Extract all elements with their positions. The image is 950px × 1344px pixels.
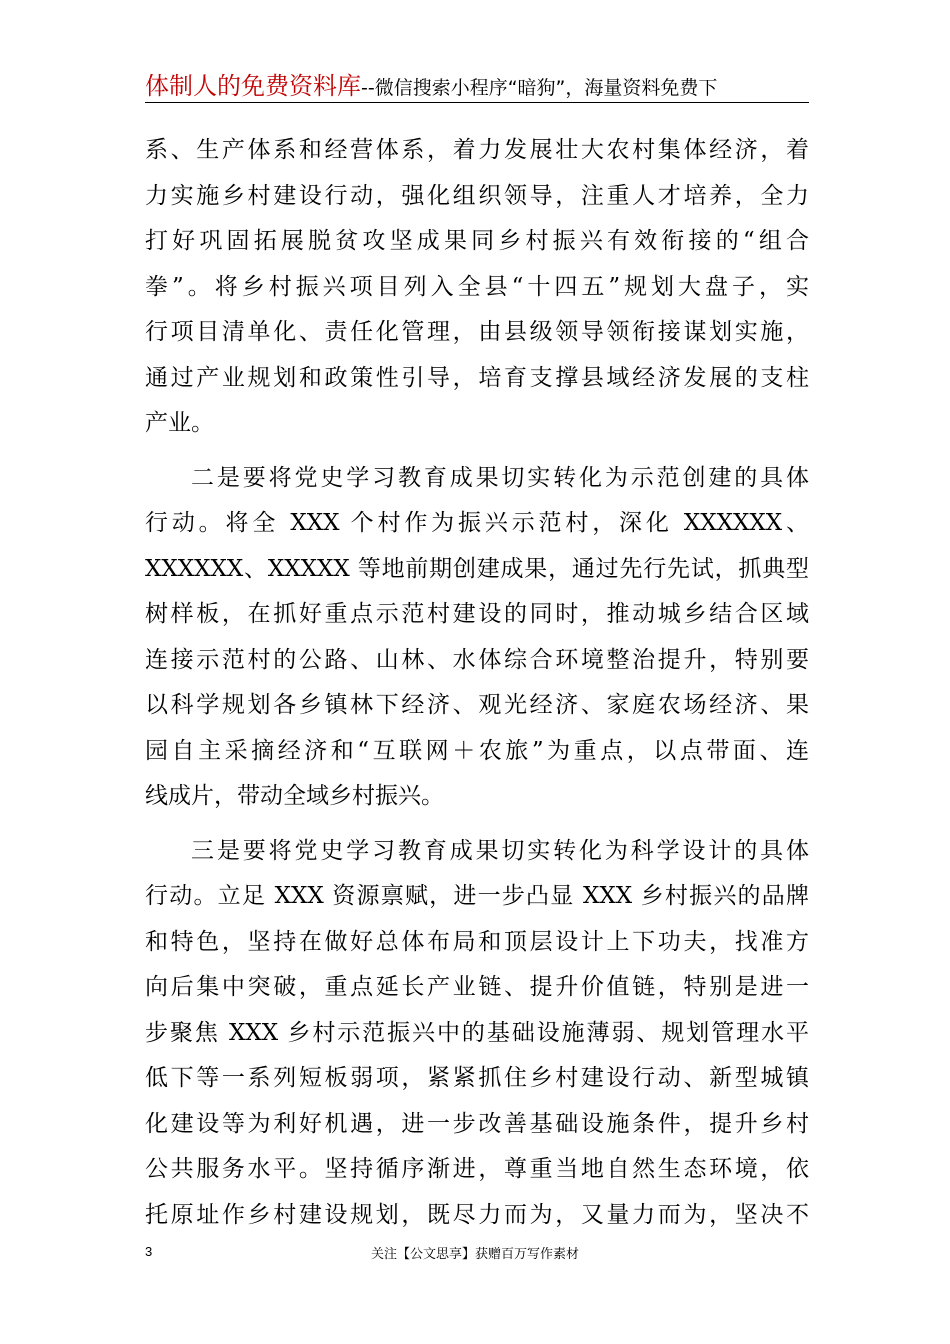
page-header <box>145 70 809 103</box>
text-line: 托原址作乡村建设规划，既尽力而为，又量力而为，坚决不 <box>145 1201 809 1228</box>
text-line: 力实施乡村建设行动，强化组织领导，注重人才培养，全力 <box>145 182 809 209</box>
text-line: 打好巩固拓展脱贫攻坚成果同乡村振兴有效衔接的“组合 <box>145 228 809 254</box>
text-line: 系、生产体系和经营体系，着力发展壮大农村集体经济，着 <box>145 137 809 163</box>
text-line: 通过产业规划和政策性引导，培育支撑县域经济发展的支柱 <box>145 364 809 391</box>
text-line: 产业。 <box>145 410 214 436</box>
text-line: XXXXXX、XXXXX 等地前期创建成果，通过先行先试，抓典型 <box>145 555 809 582</box>
text-line: 园自主采摘经济和“互联网＋农旅”为重点，以点带面、连 <box>145 737 809 764</box>
text-line: 和特色，坚持在做好总体布局和顶层设计上下功夫，找准方 <box>145 928 809 955</box>
text-line: 二是要将党史学习教育成果切实转化为示范创建的具体 <box>191 464 809 491</box>
text-line: 树样板，在抓好重点示范村建设的同时，推动城乡结合区域 <box>145 601 809 627</box>
text-line: 向后集中突破，重点延长产业链、提升价值链，特别是进一 <box>145 974 809 1000</box>
text-line: 步聚焦 XXX 乡村示范振兴中的基础设施薄弱、规划管理水平 <box>145 1019 809 1046</box>
text-line: 以科学规划各乡镇林下经济、观光经济、家庭农场经济、果 <box>145 692 809 718</box>
header-note: --微信搜索小程序“暗狗”，海量资料免费下 <box>361 77 718 99</box>
text-line: 连接示范村的公路、山林、水体综合环境整治提升，特别要 <box>145 646 809 673</box>
text-line: 行动。立足 XXX 资源禀赋，进一步凸显 XXX 乡村振兴的品牌 <box>145 883 809 909</box>
text-line: 三是要将党史学习教育成果切实转化为科学设计的具体 <box>191 837 809 864</box>
text-line: 公共服务水平。坚持循序渐进，尊重当地自然生态环境，依 <box>145 1156 809 1182</box>
page-number: 3 <box>145 1244 153 1259</box>
body-text <box>145 128 809 1238</box>
text-line: 化建设等为利好机遇，进一步改善基础设施条件，提升乡村 <box>145 1110 809 1137</box>
text-line: 低下等一系列短板弱项，紧紧抓住乡村建设行动、新型城镇 <box>145 1065 809 1091</box>
header-brand-title: 体制人的免费资料库 <box>145 72 361 100</box>
text-line: 拳”。将乡村振兴项目列入全县“十四五”规划大盘子，实 <box>145 273 809 300</box>
text-line: 行动。将全 XXX 个村作为振兴示范村，深化 XXXXXX、 <box>145 510 809 536</box>
text-line: 线成片，带动全域乡村振兴。 <box>145 783 444 809</box>
footer-promo-text: 关注【公文思享】获赠百万写作素材 <box>370 1247 579 1262</box>
text-line: 行项目清单化、责任化管理，由县级领导领衔接谋划实施， <box>145 319 809 345</box>
